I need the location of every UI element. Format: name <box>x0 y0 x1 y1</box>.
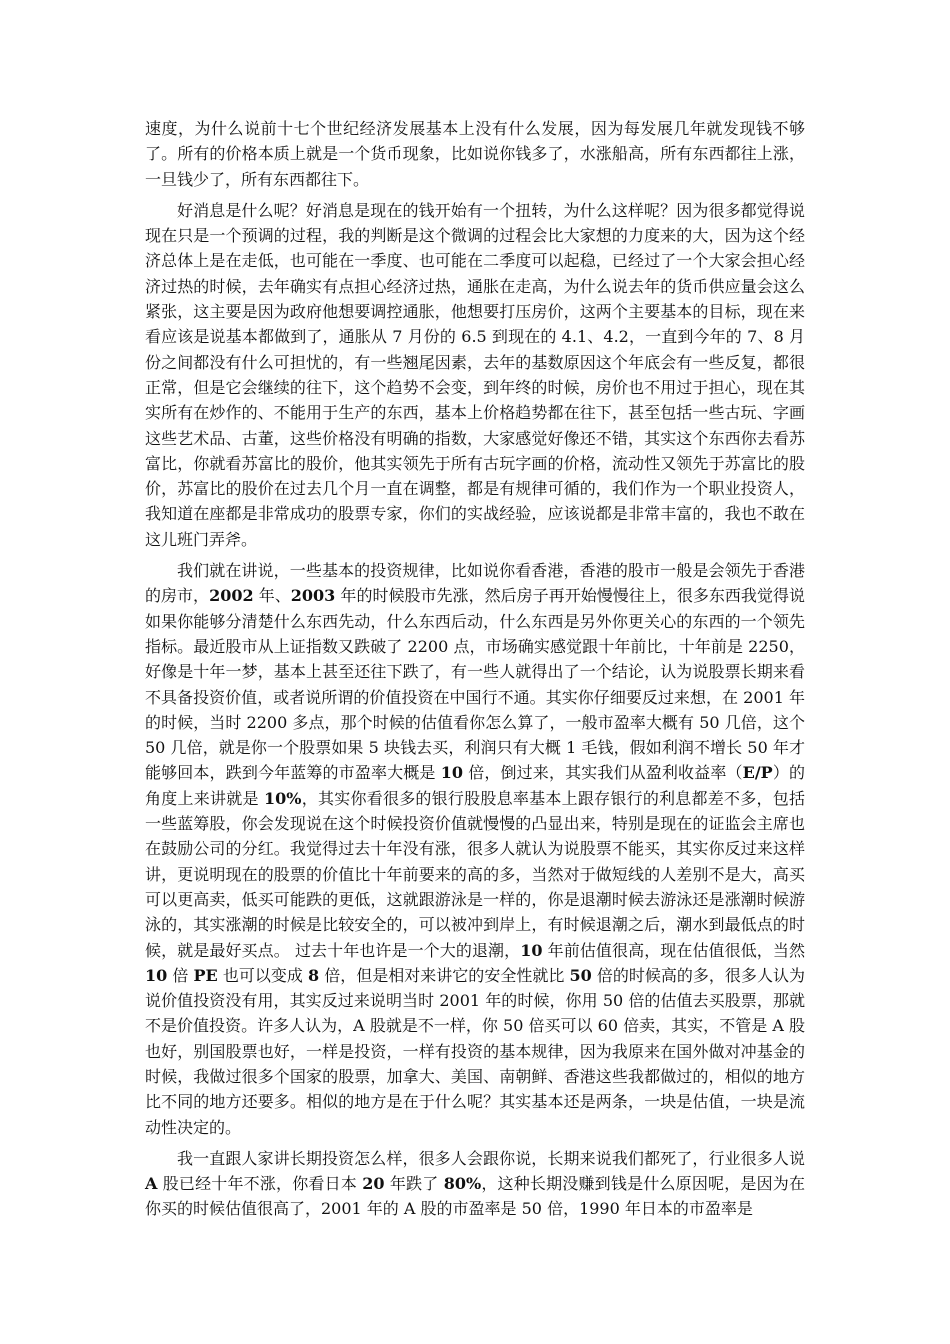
text-run: 我们就在讲说，一些基本的投资规律，比如说你看香港，香港的股市一般是会领先于香港的房市， <box>145 561 805 606</box>
text-run: 倍，倒过来，其实我们从盈利收益率（ <box>463 763 743 783</box>
bold-text: A <box>145 1174 158 1194</box>
text-run: 好消息是什么呢？好消息是现在的钱开始有一个扭转，为什么这样呢？因为很多都觉得说现在只是一个预调的过程，我的判断是这个微调的过程会比大家想的力度来的大，因为这个经济总体上是在走低，也可能在一季度、也可能在二季度可以起稳，已经过了一个大家会担心经济过热的时候，去年确实有点担心经济过热，通胀在走高，为什么说去年的货币供应量会这么紧张，这主要是因为政府他想要调控通胀，他想要打压房价，这两个主要基本的目标，现在来看应该是说基本都做到了，通胀从 7 月份的 6.5 到现在的 4.1、4.2，一直到今年的 7、8 月份之间都没有什么可担忧的，有一些翘尾因素，去年的基数原因这个年底会有一些反复，都很正常，但是它会继续的往下，这个趋势不会变，到年终的时候，房价也不用过于担心，现在其实所有在炒作的、不能用于生产的东西，基本上价格趋势都在往下，甚至包括一些古玩、字画这些艺术品、古董，这些价格没有明确的指数，大家感觉好像还不错，其实这个东西你去看苏富比，你就看苏富比的股价，他其实领先于所有古玩字画的价格，流动性又领先于苏富比的股价，苏富比的股价在过去几个月一直在调整，都是有规律可循的，我们作为一个职业投资人，我知道在座都是非常成功的股票专家，你们的实战经验，应该说都是非常丰富的，我也不敢在这儿班门弄斧。 <box>145 200 805 549</box>
paragraph <box>145 116 805 192</box>
text-run: 年前估值很高，现在估值很低，当然 <box>542 940 805 960</box>
text-run: 年、 <box>253 586 291 606</box>
bold-text: 2003 <box>290 586 336 606</box>
paragraph <box>145 198 805 552</box>
bold-text: 20 <box>362 1174 385 1194</box>
text-run: 也可以变成 <box>217 965 308 985</box>
bold-text: E/P <box>742 763 773 783</box>
paragraph <box>145 1146 805 1222</box>
text-run: 倍的时候高的多，很多人认为说价值投资没有用，其实反过来说明当时 2001 年的时候，你用 50 倍的估值去买股票，那就不是价值投资。许多人认为，A 股就是不一样，你 50 倍买可以 60 倍卖，其实，不管是 A 股也好，别国股票也好，一样是投资，一样有投资的基本规律，因为我原来在国外做对冲基金的时候，我做过很多个国家的股票，加拿大、美国、南朝鲜、香港这些我都做过的，相似的地方比不同的地方还要多。相似的地方是在于什么呢？其实基本还是两条，一块是估值，一块是流动性决定的。 <box>145 965 805 1137</box>
text-run: ，这种长期没赚到钱是什么原因呢，是因为在你买的时候估值很高了，2001 年的 A 股的市盈率是 50 倍，1990 年日本的市盈率是 <box>145 1174 805 1219</box>
document-page <box>145 116 805 1228</box>
bold-text: 2002 <box>209 586 254 606</box>
text-run: 股已经十年不涨，你看日本 <box>157 1174 363 1194</box>
text-run: 我一直跟人家讲长期投资怎么样，很多人会跟你说，长期来说我们都死了，行业很多人说 <box>177 1148 805 1168</box>
text-run: 倍，但是相对来讲它的安全性就比 <box>319 965 570 985</box>
bold-text: 10% <box>264 788 302 808</box>
text-run: ，其实你看很多的银行股股息率基本上跟存银行的利息都差不多，包括一些蓝筹股，你会发现说在这个时候投资价值就慢慢的凸显出来，特别是现在的证监会主席也在鼓励公司的分红。我觉得过去十年没有涨，很多人就认为说股票不能买，其实你反过来这样讲，更说明现在的股票的价值比十年前要来的高的多，当然对于做短线的人差别不是大，高买可以更高卖，低买可能跌的更低，这就跟游泳是一样的，你是退潮时候去游泳还是涨潮时候游泳的，其实涨潮的时候是比较安全的，可以被冲到岸上，有时候退潮之后，潮水到最低点的时候，就是最好买点。 过去十年也许是一个大的退潮， <box>145 788 805 960</box>
bold-text: 10 <box>520 940 543 960</box>
text-run: 倍 <box>167 965 194 985</box>
text-run: ）的角度上来讲就是 <box>145 763 805 808</box>
bold-text: 8 <box>307 965 320 985</box>
bold-text: 10 <box>145 965 168 985</box>
bold-text: 50 <box>569 965 592 985</box>
text-run: 年的时候股市先涨，然后房子再开始慢慢往上，很多东西我觉得说如果你能够分清楚什么东西先动，什么东西后动，什么东西是另外你更关心的东西的一个领先指标。最近股市从上证指数又跌破了 2200 点，市场确实感觉跟十年前比，十年前是 2250，好像是十年一梦，基本上甚至还往下跌了，有一些人就得出了一个结论，认为说股票长期来看不具备投资价值，或者说所谓的价值投资在中国行不通。其实你仔细要反过来想，在 2001 年的时候，当时 2200 多点，那个时候的估值看你怎么算了，一般市盈率大概有 50 几倍，这个 50 几倍，就是你一个股票如果 5 块钱去买，利润只有大概 1 毛钱，假如利润不增长 50 年才能够回本，跌到今年蓝筹的市盈率大概是 <box>145 586 805 783</box>
text-run: 速度，为什么说前十七个世纪经济发展基本上没有什么发展，因为每发展几年就发现钱不够了。所有的价格本质上就是一个货币现象，比如说你钱多了，水涨船高，所有东西都往上涨，一旦钱少了，所有东西都往下。 <box>145 119 805 189</box>
text-run: 年跌了 <box>384 1174 444 1194</box>
bold-text: 80% <box>443 1174 482 1194</box>
bold-text: PE <box>193 965 218 985</box>
bold-text: 10 <box>440 763 464 783</box>
paragraph <box>145 558 805 1140</box>
